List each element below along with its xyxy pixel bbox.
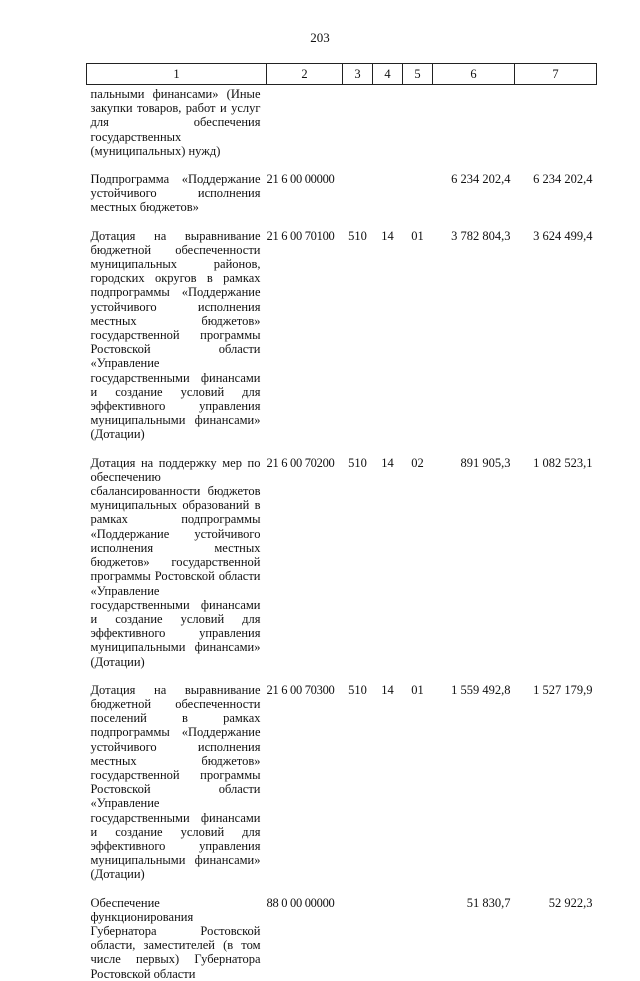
row-value-7: 1 082 523,1 — [533, 455, 593, 470]
row-value-6: 3 782 804,3 — [451, 228, 511, 243]
table-row — [87, 442, 597, 669]
row-col-4 — [373, 882, 403, 981]
row-name: Обеспечение функционирования Губернатора Ростовской области, заместителей (в том числе первых) Губернатора Ростовской области — [90, 895, 261, 981]
row-value-7: 52 922,3 — [548, 895, 593, 910]
table-row — [87, 85, 597, 159]
row-col-3: 510 — [348, 682, 367, 697]
row-value-6: 6 234 202,4 — [451, 172, 511, 187]
budget-table — [86, 63, 597, 981]
row-name: Дотация на выравнивание бюджетной обеспеченности поселений в рамках подпрограммы «Поддержание устойчивого исполнения местных бюджетов» государственной программы Ростовской области «Управление государственными финансами и создание условий для эффективного управления муниципальными финансами» (Дотации) — [90, 682, 261, 882]
row-col-5 — [403, 158, 433, 215]
row-col-5 — [403, 882, 433, 981]
table-header — [87, 64, 597, 85]
row-col-4: 14 — [381, 455, 394, 470]
row-code: 21 6 00 00000 — [266, 172, 335, 187]
row-code: 21 6 00 70100 — [266, 228, 335, 243]
header-col-7: 7 — [515, 64, 597, 85]
row-name: Дотация на выравнивание бюджетной обеспеченности муниципальных районов, городских округов в рамках подпрограммы «Поддержание устойчивого исполнения местных бюджетов» государственной программы Ростовской области «Управление государственными финансами и создание условий для эффективного управления муниципальными финансами» (Дотации) — [90, 228, 261, 442]
header-col-3: 3 — [343, 64, 373, 85]
row-col-3: 510 — [348, 455, 367, 470]
row-name: Подпрограмма «Поддержание устойчивого исполнения местных бюджетов» — [90, 172, 261, 215]
row-code: 21 6 00 70200 — [266, 455, 335, 470]
table-row — [87, 215, 597, 442]
row-col-4: 14 — [381, 228, 394, 243]
row-code — [267, 85, 343, 159]
row-value-6: 1 559 492,8 — [451, 682, 511, 697]
row-col-3 — [343, 882, 373, 981]
page-number: 203 — [310, 30, 330, 45]
header-row — [87, 64, 597, 85]
row-value-7 — [515, 85, 597, 159]
header-col-6: 6 — [433, 64, 515, 85]
row-col-5: 01 — [411, 682, 424, 697]
row-col-5 — [403, 85, 433, 159]
row-col-4 — [373, 158, 403, 215]
header-col-4: 4 — [373, 64, 403, 85]
table-row — [87, 158, 597, 215]
table-row — [87, 882, 597, 981]
row-col-3: 510 — [348, 228, 367, 243]
row-name: пальными финансами» (Иные закупки товаров, работ и услуг для обеспечения государственных (муниципальных) нужд) — [90, 87, 261, 158]
table-row — [87, 669, 597, 882]
row-code: 21 6 00 70300 — [266, 682, 335, 697]
row-value-6: 51 830,7 — [466, 895, 511, 910]
row-value-7: 1 527 179,9 — [533, 682, 593, 697]
header-col-1: 1 — [87, 64, 267, 85]
row-name: Дотация на поддержку мер по обеспечению сбалансированности бюджетов муниципальных образований в рамках подпрограммы «Поддержание устойчивого исполнения местных бюджетов» государственной программы Ростовской области «Управление государственными финансами и создание условий для эффективного управления муниципальными финансами» (Дотации) — [90, 455, 261, 669]
row-value-6: 891 905,3 — [460, 455, 511, 470]
header-col-5: 5 — [403, 64, 433, 85]
row-col-3 — [343, 158, 373, 215]
row-col-4 — [373, 85, 403, 159]
row-value-7: 6 234 202,4 — [533, 172, 593, 187]
header-col-2: 2 — [267, 64, 343, 85]
row-col-4: 14 — [381, 682, 394, 697]
row-code: 88 0 00 00000 — [266, 895, 335, 910]
table-body — [87, 85, 597, 981]
row-value-6 — [433, 85, 515, 159]
row-col-5: 01 — [411, 228, 424, 243]
row-col-5: 02 — [411, 455, 424, 470]
row-value-7: 3 624 499,4 — [533, 228, 593, 243]
row-col-3 — [343, 85, 373, 159]
